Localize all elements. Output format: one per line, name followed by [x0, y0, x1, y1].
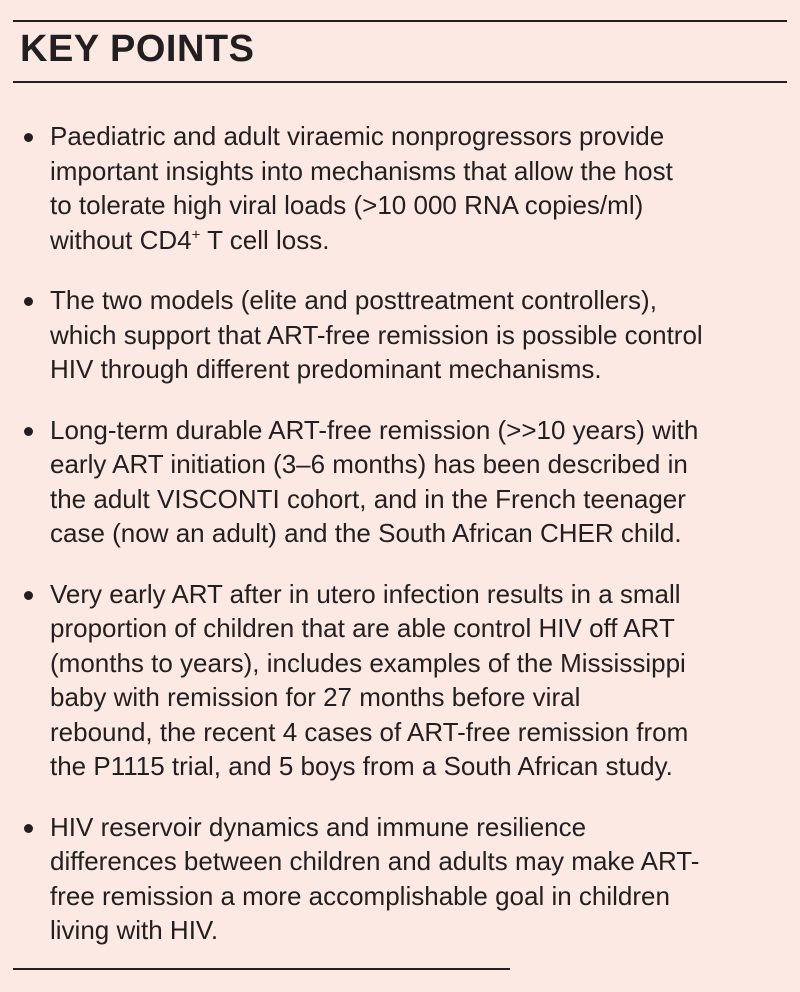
bullet-icon	[24, 591, 33, 600]
text-line: HIV through different predominant mechanisms.	[50, 354, 602, 384]
key-points-list	[0, 119, 800, 974]
text-line: which support that ART-free remission is possible control	[50, 319, 703, 350]
text-line: baby with remission for 27 months before viral	[50, 682, 581, 712]
bottom-rule	[13, 968, 510, 970]
text-line: free remission a more accomplishable goal in children	[50, 880, 670, 911]
text-segment: without CD4	[50, 224, 192, 255]
text-line: Long-term durable ART-free remission (>>10 years) with	[50, 414, 699, 445]
text-line: the adult VISCONTI cohort, and in the French teenager	[50, 483, 686, 514]
text-line: case (now an adult) and the South African CHER child.	[50, 518, 682, 548]
bullet-icon	[24, 133, 33, 142]
bullet-icon	[24, 297, 33, 306]
key-point-2	[0, 283, 800, 387]
bullet-icon	[24, 824, 33, 833]
key-point-4	[0, 577, 800, 784]
key-point-1	[0, 119, 800, 257]
text-line: Very early ART after in utero infection results in a small	[50, 578, 681, 609]
text-segment: T cell loss.	[200, 224, 330, 255]
text-line	[50, 223, 800, 258]
bullet-icon	[24, 427, 33, 436]
text-line: to tolerate high viral loads (>10 000 RNA copies/ml)	[50, 190, 644, 220]
key-point-5	[0, 810, 800, 948]
text-line: Paediatric and adult viraemic nonprogressors provide	[50, 121, 665, 151]
text-line: proportion of children that are able control HIV off ART	[50, 613, 675, 643]
text-line: the P1115 trial, and 5 boys from a South African study.	[50, 751, 673, 781]
text-line: (months to years), includes examples of the Mississippi	[50, 647, 686, 678]
text-line: living with HIV.	[50, 915, 219, 945]
heading-rule	[13, 81, 787, 83]
text-line: important insights into mechanisms that allow the host	[50, 155, 673, 186]
text-line: HIV reservoir dynamics and immune resilience	[50, 811, 587, 842]
key-point-3	[0, 413, 800, 551]
superscript: +	[191, 225, 201, 243]
text-line: rebound, the recent 4 cases of ART-free remission from	[50, 716, 689, 747]
text-line: early ART initiation (3–6 months) has been described in	[50, 449, 688, 479]
text-line: The two models (elite and posttreatment controllers),	[50, 285, 657, 315]
section-heading: KEY POINTS	[20, 28, 255, 70]
text-line: differences between children and adults may make ART-	[50, 846, 700, 876]
top-rule	[13, 20, 787, 22]
